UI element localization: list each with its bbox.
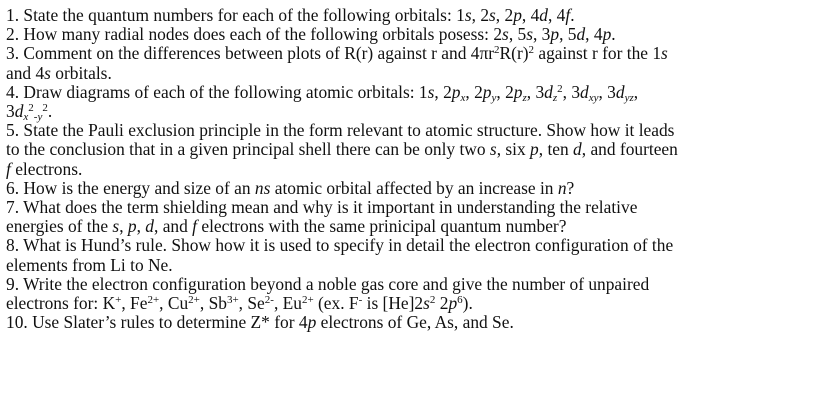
question-8 [6, 236, 824, 274]
question-4-text: Draw diagrams of each of the following atomic orbitals: 1s, $2p_x$, $2p_y$, $2p_z$, $3d_z^2$, $3d_{xy}$, $3d_{yz}$, $3d_x^2_{-y}^2$. [6, 81, 639, 124]
question-2-number: 2. [6, 24, 20, 45]
question-6 [6, 179, 824, 198]
question-10 [6, 313, 824, 332]
question-6-text: How is the energy and size of an ns atomic orbital affected by an increase in n? [23, 177, 575, 198]
question-8-text: What is Hund’s rule. Show how it is used to specify in detail the electron configuration of the elements from Li to Ne. [6, 235, 674, 275]
question-3-number: 3. [6, 43, 20, 64]
question-5-text: State the Pauli exclusion principle in the form relevant to atomic structure. Show how it leads to the conclusion that in a given principal shell there can be only two s, six p, ten d, and fourteen f electrons. [6, 120, 678, 179]
question-9 [6, 275, 824, 313]
question-2-text: How many radial nodes does each of the following orbitals posess: 2s, 5s, 3p, 5d, 4p. [23, 24, 616, 45]
question-7-number: 7. [6, 197, 20, 218]
question-9-number: 9. [6, 273, 20, 294]
question-5-number: 5. [6, 120, 20, 141]
question-5 [6, 121, 824, 179]
question-7-text: What does the term shielding mean and why is it important in understanding the relative energies of the s, p, d, and f electrons with the same prinicipal quantum number? [6, 197, 638, 237]
question-1-number: 1. [6, 5, 20, 25]
question-1 [6, 6, 824, 25]
question-4 [6, 81, 824, 124]
question-9-text: Write the electron configuration beyond a noble gas core and give the number of unpaired electrons for: K+, $Fe^{2+}$, $Cu^{2+}$, $Sb^{3+}$, $Se^{2-}$, $Eu^{2+}$ (ex. F- is $[He]2s^2$ $2p^6$). [6, 273, 650, 314]
question-10-number: 10. [6, 312, 28, 333]
question-7 [6, 198, 824, 236]
question-8-number: 8. [6, 235, 20, 256]
question-6-number: 6. [6, 177, 20, 198]
question-3-text: Comment on the differences between plots of R(r) against r and $4\pi r^2R(r)^2$ against r for the 1s and 4s orbitals. [6, 43, 668, 83]
question-2 [6, 25, 824, 44]
question-10-text: Use Slater’s rules to determine Z* for 4p electrons of Ge, As, and Se. [32, 312, 514, 333]
question-list [6, 6, 824, 332]
question-1-text: State the quantum numbers for each of the following orbitals: 1s, 2s, 2p, 4d, 4f. [23, 5, 575, 25]
question-3 [6, 44, 824, 82]
question-4-number: 4. [6, 81, 20, 102]
